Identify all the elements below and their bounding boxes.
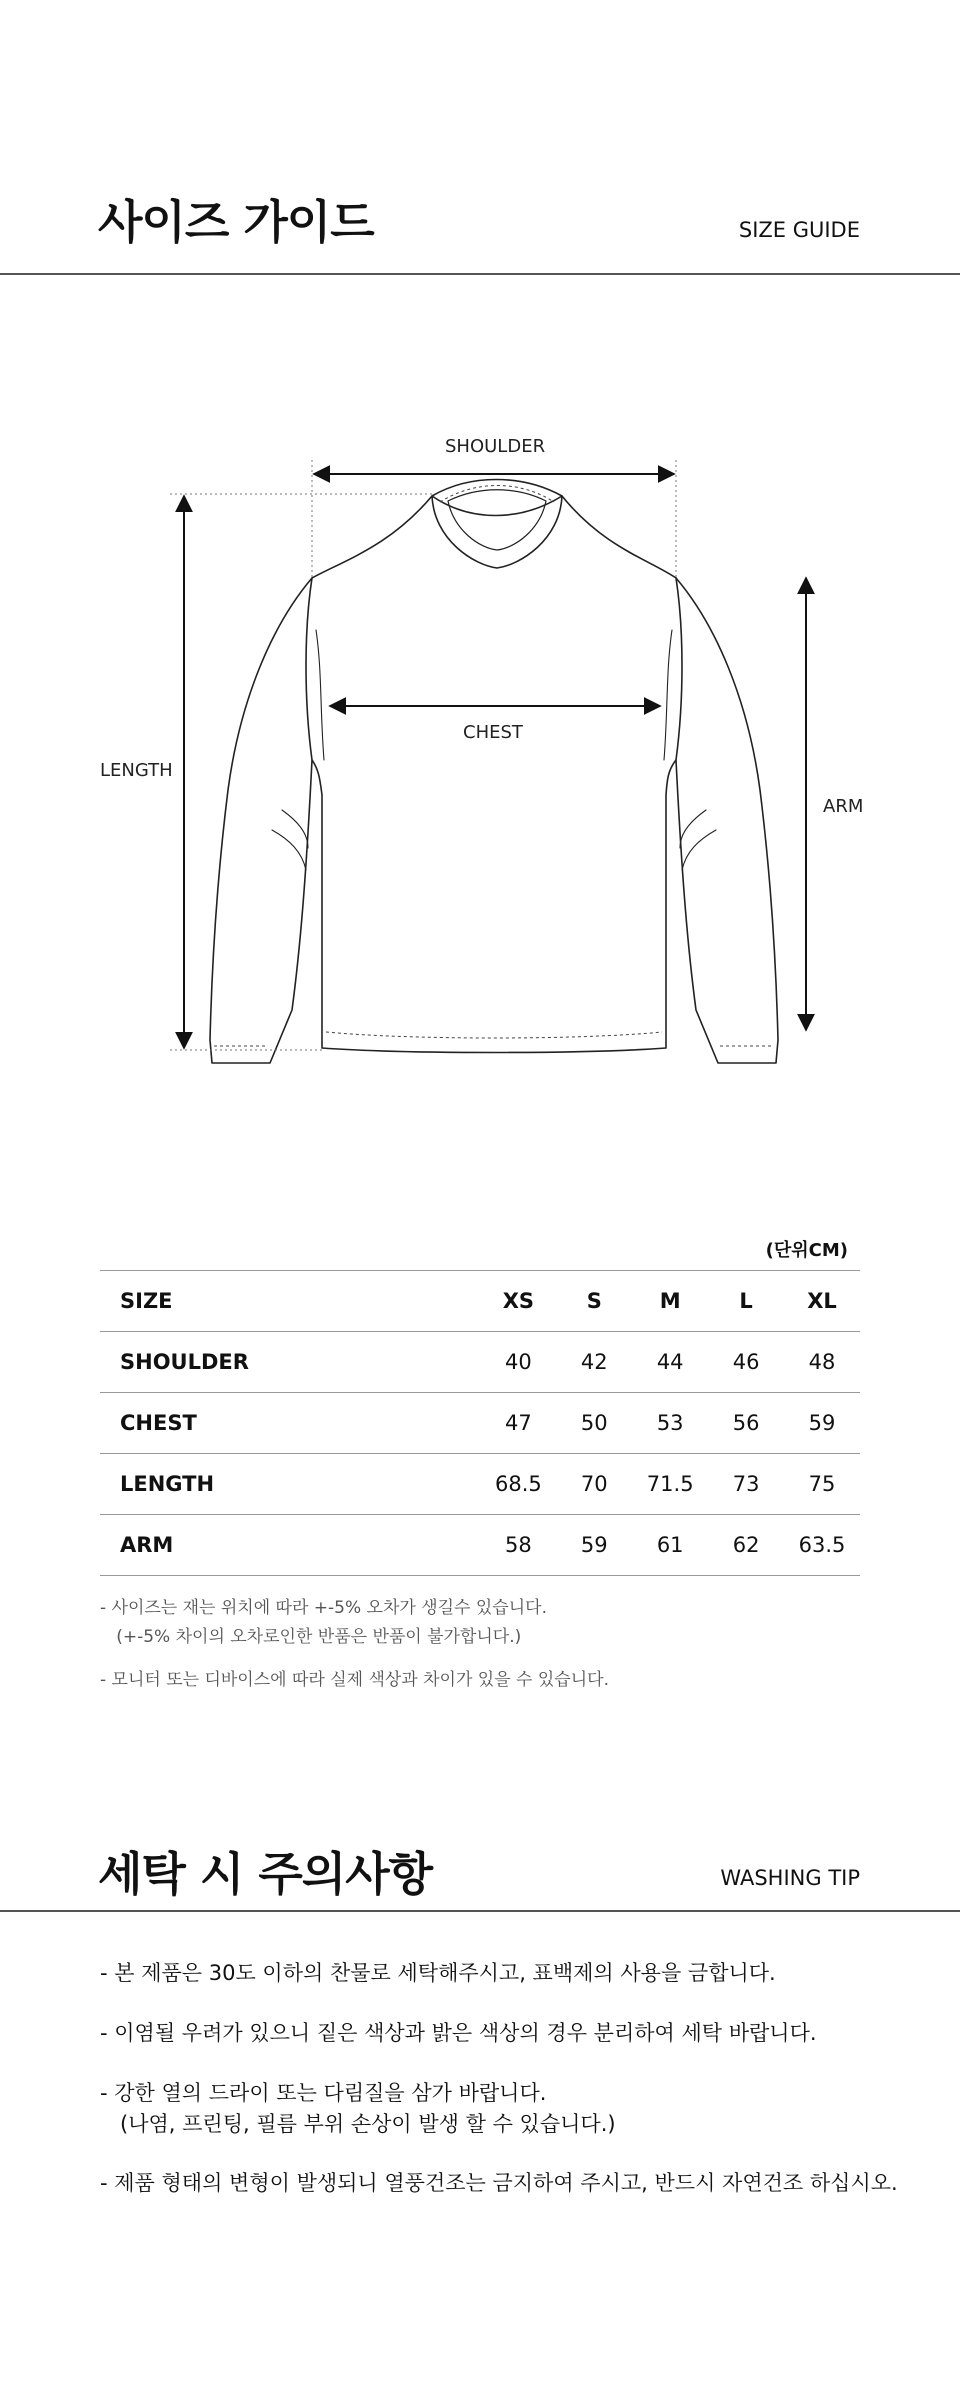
washing-tip-line: - 이염될 우려가 있으니 짙은 색상과 밝은 색상의 경우 분리하여 세탁 바랍니다. — [100, 2021, 817, 2045]
table-row — [100, 1332, 860, 1393]
table-cell: 59 — [784, 1393, 860, 1454]
table-row — [100, 1515, 860, 1576]
table-header-row — [100, 1271, 860, 1332]
garment-diagram — [0, 400, 960, 1080]
chest-label: CHEST — [463, 722, 523, 743]
section-divider — [0, 1910, 960, 1912]
table-cell: 53 — [632, 1393, 708, 1454]
row-label: SHOULDER — [100, 1332, 480, 1393]
size-note: (+-5% 차이의 오차로인한 반품은 반품이 불가합니다.) — [100, 1627, 522, 1647]
size-note: - 사이즈는 재는 위치에 따라 +-5% 오차가 생길수 있습니다. — [100, 1598, 547, 1618]
table-cell: 58 — [480, 1515, 556, 1576]
size-column-xl: XL — [784, 1271, 860, 1332]
table-row — [100, 1393, 860, 1454]
table-cell: 63.5 — [784, 1515, 860, 1576]
size-column-l: L — [708, 1271, 784, 1332]
size-guide-title: 사이즈 가이드 — [98, 195, 374, 249]
row-label: CHEST — [100, 1393, 480, 1454]
size-column-s: S — [556, 1271, 632, 1332]
collar-inner — [448, 490, 546, 550]
washing-tip — [100, 1958, 776, 1989]
table-header-size: SIZE — [100, 1271, 480, 1332]
table-cell: 40 — [480, 1332, 556, 1393]
table-cell: 71.5 — [632, 1454, 708, 1515]
size-column-m: M — [632, 1271, 708, 1332]
table-cell: 47 — [480, 1393, 556, 1454]
table-cell: 50 — [556, 1393, 632, 1454]
right-sleeve — [676, 578, 778, 1063]
unit-label: (단위CM) — [765, 1240, 848, 1261]
body-outline — [306, 496, 682, 1053]
washing-tip-line: (나염, 프린팅, 필름 부위 손상이 발생 할 수 있습니다.) — [100, 2112, 616, 2136]
size-column-xs: XS — [480, 1271, 556, 1332]
washing-title: 세탁 시 주의사항 — [98, 1847, 433, 1901]
table-cell: 68.5 — [480, 1454, 556, 1515]
table-row — [100, 1454, 860, 1515]
section-divider — [0, 273, 960, 275]
washing-tip — [100, 2018, 817, 2049]
size-notes — [100, 1594, 609, 1695]
table-cell: 73 — [708, 1454, 784, 1515]
shoulder-label: SHOULDER — [445, 436, 546, 457]
washing-tip-line: - 본 제품은 30도 이하의 찬물로 세탁해주시고, 표백제의 사용을 금합니다. — [100, 1961, 776, 1985]
table-cell: 75 — [784, 1454, 860, 1515]
table-cell: 56 — [708, 1393, 784, 1454]
washing-tip-line: - 강한 열의 드라이 또는 다림질을 삼가 바랍니다. — [100, 2081, 547, 2105]
table-cell: 42 — [556, 1332, 632, 1393]
washing-tip — [100, 2168, 898, 2199]
washing-subtitle: WASHING TIP — [720, 1866, 860, 1890]
length-label: LENGTH — [100, 760, 173, 781]
size-table — [100, 1270, 860, 1576]
collar-outer — [432, 480, 562, 569]
row-label: ARM — [100, 1515, 480, 1576]
size-note: - 모니터 또는 디바이스에 따라 실제 색상과 차이가 있을 수 있습니다. — [100, 1670, 609, 1690]
left-sleeve — [210, 578, 312, 1063]
washing-tip-line: - 제품 형태의 변형이 발생되니 열풍건조는 금지하여 주시고, 반드시 자연건조 하십시오. — [100, 2171, 898, 2195]
table-cell: 59 — [556, 1515, 632, 1576]
table-cell: 70 — [556, 1454, 632, 1515]
arm-label: ARM — [823, 796, 864, 817]
table-cell: 61 — [632, 1515, 708, 1576]
washing-tip — [100, 2078, 616, 2140]
table-cell: 46 — [708, 1332, 784, 1393]
table-cell: 62 — [708, 1515, 784, 1576]
table-cell: 48 — [784, 1332, 860, 1393]
row-label: LENGTH — [100, 1454, 480, 1515]
table-cell: 44 — [632, 1332, 708, 1393]
size-guide-subtitle: SIZE GUIDE — [738, 218, 860, 242]
